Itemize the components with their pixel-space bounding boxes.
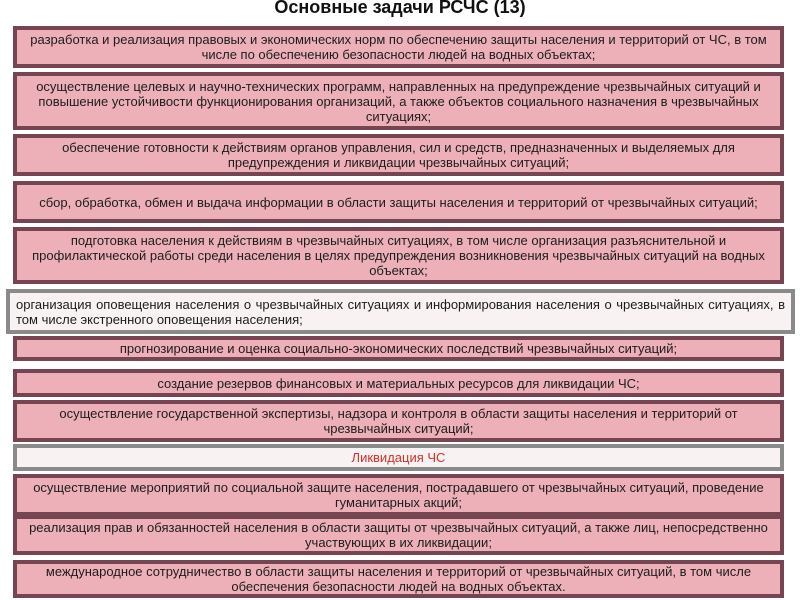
- page-title: Основные задачи РСЧС (13): [274, 0, 526, 17]
- task-text: обеспечение готовности к действиям органов управления, сил и средств, предназначенных и выделяемых для предупреждения и ликвидации чрезвычайных ситуаций;: [62, 140, 735, 170]
- task-box-social-protection: [13, 474, 784, 516]
- task-box-liquidation: [13, 444, 784, 471]
- task-text: реализация прав и обязанностей населения в области защиты от чрезвычайных ситуаций, а также лиц, непосредственно участвующих в их ликвидации;: [29, 520, 768, 550]
- task-text: сбор, обработка, обмен и выдача информации в области защиты населения и территорий от чрезвычайных ситуаций;: [39, 194, 758, 210]
- task-text: прогнозирование и оценка социально-экономических последствий чрезвычайных ситуаций;: [119, 341, 678, 356]
- task-box-readiness: [13, 134, 784, 176]
- task-box-notification: [6, 289, 795, 334]
- task-text: разработка и реализация правовых и экономических норм по обеспечению защиты населения и территорий от ЧС, в том числе по обеспечению безопасности людей на водных объектах;: [30, 32, 767, 62]
- task-box-rights: [13, 515, 784, 555]
- task-box-training: [13, 227, 784, 284]
- task-box-programs: [13, 72, 784, 130]
- task-text: создание резервов финансовых и материальных ресурсов для ликвидации ЧС;: [157, 375, 640, 391]
- task-text: осуществление государственной экспертизы, надзора и контроля в области защиты населения и территорий от чрезвычайных ситуаций;: [59, 406, 738, 436]
- task-box-international: [13, 560, 784, 598]
- task-text: подготовка населения к действиям в чрезвычайных ситуациях, в том числе организация разъяснительной и профилактической работы среди населения в целях предупреждения возникновения чрезвычайных ситуаций на водных объектах;: [32, 233, 765, 278]
- task-box-legal-norms: [13, 26, 784, 68]
- task-text: международное сотрудничество в области защиты населения и территорий от чрезвычайных ситуаций, в том числе обеспечения безопасности людей на водных объектах.: [45, 564, 752, 594]
- task-text: осуществление целевых и научно-технических программ, направленных на предупреждение чрезвычайных ситуаций и повышение устойчивости функционирования организаций, а также объектов социального назначения в чрезвычайных ситуациях;: [36, 78, 761, 124]
- task-text: осуществление мероприятий по социальной защите населения, пострадавшего от чрезвычайных ситуаций, проведение гуманитарных акций;: [33, 480, 764, 510]
- task-box-forecasting: [13, 336, 784, 361]
- task-box-expertise: [13, 400, 784, 442]
- task-text: Ликвидация ЧС: [351, 450, 446, 465]
- task-box-reserves: [13, 369, 784, 397]
- task-box-information: [13, 181, 784, 223]
- task-text: организация оповещения населения о чрезвычайных ситуациях и информирования населения о чрезвычайных ситуациях, в том числе экстренного оповещения населения;: [16, 296, 785, 327]
